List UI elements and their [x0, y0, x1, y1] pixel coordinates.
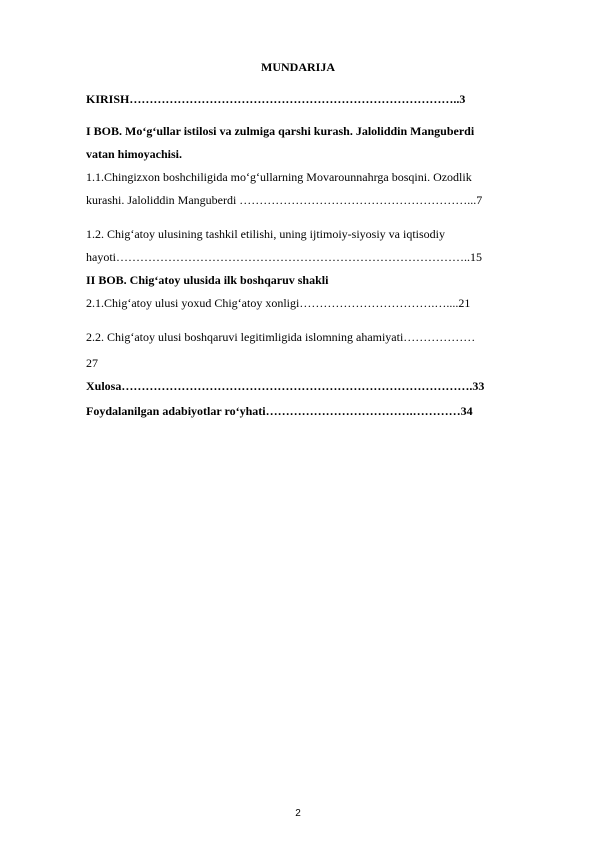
toc-entry-1-2-cont: hayoti……………………………………………………………………………..15 [86, 250, 482, 264]
page-number: 2 [295, 808, 301, 819]
toc-entry-1-1-cont: kurashi. Jaloliddin Manguberdi …………………………………………………...7 [86, 193, 483, 207]
page-title: MUNDARIJA [261, 60, 335, 74]
toc-entry-2-1: 2.1.Chig‘atoy ulusi yoxud Chig‘atoy xonligi…………………………….…....21 [86, 296, 471, 310]
toc-entry-xulosa: Xulosa…………………………………………………………………………….33 [86, 379, 485, 393]
toc-chapter-1-title-cont: vatan himoyachisi. [86, 147, 183, 161]
toc-entry-kirish: KIRISH………………………………………………………………………..3 [86, 92, 466, 106]
toc-entry-adabiyotlar: Foydalanilgan adabiyotlar ro‘yhati……………………………….…………34 [86, 404, 473, 418]
toc-entry-2-2-page: 27 [86, 356, 98, 370]
toc-chapter-2-title: II BOB. Chig‘atoy ulusida ilk boshqaruv shakli [86, 273, 329, 287]
toc-entry-1-2: 1.2. Chig‘atoy ulusining tashkil etilishi, uning ijtimoiy-siyosiy va iqtisodiy [86, 227, 446, 241]
toc-chapter-1-title: I BOB. Mo‘g‘ullar istilosi va zulmiga qarshi kurash. Jaloliddin Manguberdi [86, 124, 475, 138]
toc-entry-1-1: 1.1.Chingizxon boshchiligida mo‘g‘ullarning Movarounnahrga bosqini. Ozodlik [86, 170, 472, 184]
toc-entry-2-2: 2.2. Chig‘atoy ulusi boshqaruvi legitimligida islomning ahamiyati……………… [86, 330, 476, 344]
